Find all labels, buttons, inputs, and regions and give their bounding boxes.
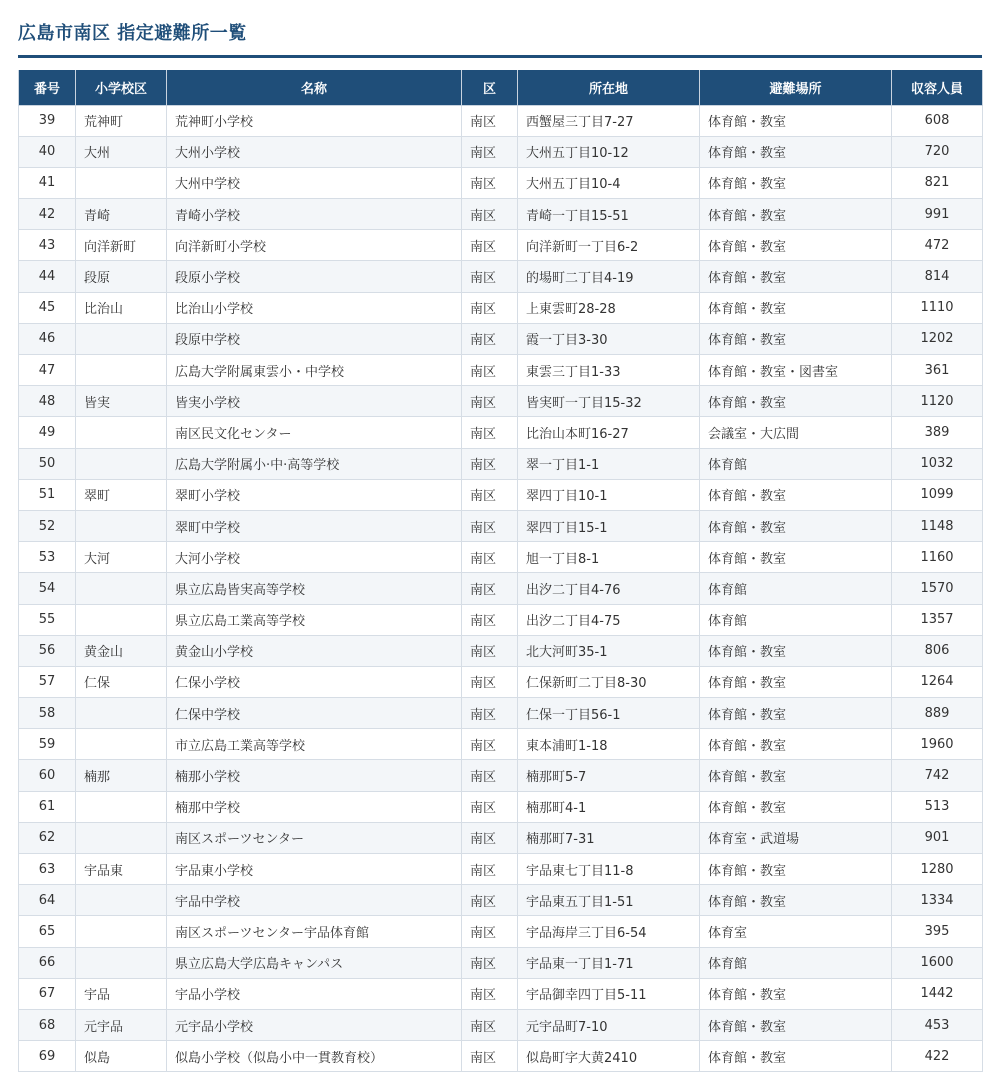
cell-col-ward: 南区 (462, 261, 518, 292)
cell-col-ward: 南区 (462, 323, 518, 354)
cell-col-capacity: 889 (892, 698, 983, 729)
cell-col-name: 楠那小学校 (167, 760, 462, 791)
cell-col-capacity: 806 (892, 635, 983, 666)
header-col-capacity: 収容人員 (892, 70, 983, 105)
cell-col-address: 北大河町35-1 (518, 635, 700, 666)
cell-col-number: 62 (19, 822, 76, 853)
cell-col-name: 広島大学附属小·中·高等学校 (167, 448, 462, 479)
cell-col-address: 東雲三丁目1-33 (518, 355, 700, 386)
cell-col-name: 仁保小学校 (167, 666, 462, 697)
cell-col-name: 翠町小学校 (167, 479, 462, 510)
header-col-shelter-area: 避難場所 (700, 70, 892, 105)
cell-col-shelter-area: 体育館・教室 (700, 105, 892, 136)
cell-col-number: 45 (19, 292, 76, 323)
table-row (19, 448, 983, 479)
header-col-school-district: 小学校区 (76, 70, 167, 105)
table-row (19, 167, 983, 198)
header-col-address: 所在地 (518, 70, 700, 105)
cell-col-capacity: 608 (892, 105, 983, 136)
table-row (19, 666, 983, 697)
cell-col-capacity: 1148 (892, 510, 983, 541)
cell-col-address: 向洋新町一丁目6-2 (518, 230, 700, 261)
cell-col-shelter-area: 体育館・教室 (700, 1041, 892, 1072)
cell-col-name: 楠那中学校 (167, 791, 462, 822)
cell-col-name: 市立広島工業高等学校 (167, 729, 462, 760)
cell-col-number: 50 (19, 448, 76, 479)
cell-col-number: 53 (19, 542, 76, 573)
cell-col-capacity: 814 (892, 261, 983, 292)
cell-col-shelter-area: 体育館・教室 (700, 760, 892, 791)
cell-col-school-district: 楠那 (76, 760, 167, 791)
table-row (19, 1009, 983, 1040)
cell-col-shelter-area: 体育館 (700, 448, 892, 479)
cell-col-ward: 南区 (462, 479, 518, 510)
table-row (19, 292, 983, 323)
cell-col-number: 68 (19, 1009, 76, 1040)
cell-col-address: 旭一丁目8-1 (518, 542, 700, 573)
cell-col-number: 41 (19, 167, 76, 198)
table-row (19, 386, 983, 417)
cell-col-capacity: 1442 (892, 978, 983, 1009)
cell-col-ward: 南区 (462, 136, 518, 167)
table-row (19, 323, 983, 354)
cell-col-school-district (76, 729, 167, 760)
cell-col-ward: 南区 (462, 854, 518, 885)
cell-col-shelter-area: 体育室・武道場 (700, 822, 892, 853)
cell-col-address: 宇品東五丁目1-51 (518, 885, 700, 916)
cell-col-number: 67 (19, 978, 76, 1009)
cell-col-school-district: 似島 (76, 1041, 167, 1072)
cell-col-school-district: 青崎 (76, 199, 167, 230)
cell-col-school-district (76, 916, 167, 947)
cell-col-shelter-area: 体育館・教室・図書室 (700, 355, 892, 386)
cell-col-shelter-area: 体育館・教室 (700, 978, 892, 1009)
cell-col-number: 63 (19, 854, 76, 885)
cell-col-name: 段原小学校 (167, 261, 462, 292)
cell-col-shelter-area: 体育館・教室 (700, 386, 892, 417)
cell-col-shelter-area: 体育室 (700, 916, 892, 947)
cell-col-ward: 南区 (462, 230, 518, 261)
cell-col-address: 大州五丁目10-4 (518, 167, 700, 198)
cell-col-number: 57 (19, 666, 76, 697)
cell-col-name: 荒神町小学校 (167, 105, 462, 136)
cell-col-capacity: 513 (892, 791, 983, 822)
cell-col-shelter-area: 体育館・教室 (700, 261, 892, 292)
cell-col-number: 58 (19, 698, 76, 729)
table-row (19, 729, 983, 760)
cell-col-number: 47 (19, 355, 76, 386)
cell-col-number: 64 (19, 885, 76, 916)
cell-col-school-district: 元宇品 (76, 1009, 167, 1040)
cell-col-shelter-area: 体育館・教室 (700, 854, 892, 885)
cell-col-name: 黄金山小学校 (167, 635, 462, 666)
cell-col-number: 55 (19, 604, 76, 635)
cell-col-name: 宇品小学校 (167, 978, 462, 1009)
cell-col-school-district: 向洋新町 (76, 230, 167, 261)
cell-col-address: 楠那町7-31 (518, 822, 700, 853)
cell-col-number: 46 (19, 323, 76, 354)
cell-col-capacity: 742 (892, 760, 983, 791)
cell-col-school-district (76, 822, 167, 853)
cell-col-school-district (76, 947, 167, 978)
cell-col-name: 宇品中学校 (167, 885, 462, 916)
table-row (19, 822, 983, 853)
cell-col-school-district (76, 604, 167, 635)
cell-col-school-district: 皆実 (76, 386, 167, 417)
cell-col-ward: 南区 (462, 199, 518, 230)
cell-col-name: 県立広島工業高等学校 (167, 604, 462, 635)
cell-col-shelter-area: 体育館・教室 (700, 136, 892, 167)
cell-col-number: 56 (19, 635, 76, 666)
table-row (19, 978, 983, 1009)
table-row (19, 199, 983, 230)
cell-col-ward: 南区 (462, 791, 518, 822)
cell-col-capacity: 361 (892, 355, 983, 386)
cell-col-school-district (76, 698, 167, 729)
cell-col-address: 翠四丁目10-1 (518, 479, 700, 510)
cell-col-school-district: 大州 (76, 136, 167, 167)
cell-col-ward: 南区 (462, 885, 518, 916)
table-row (19, 916, 983, 947)
title-divider (18, 55, 982, 58)
cell-col-number: 49 (19, 417, 76, 448)
cell-col-capacity: 1280 (892, 854, 983, 885)
cell-col-name: 南区民文化センター (167, 417, 462, 448)
cell-col-number: 60 (19, 760, 76, 791)
cell-col-school-district: 荒神町 (76, 105, 167, 136)
cell-col-capacity: 1357 (892, 604, 983, 635)
cell-col-address: 青崎一丁目15-51 (518, 199, 700, 230)
cell-col-address: 東本浦町1-18 (518, 729, 700, 760)
cell-col-school-district (76, 417, 167, 448)
cell-col-address: 宇品御幸四丁目5-11 (518, 978, 700, 1009)
cell-col-number: 42 (19, 199, 76, 230)
table-row (19, 542, 983, 573)
cell-col-capacity: 991 (892, 199, 983, 230)
table-row (19, 105, 983, 136)
cell-col-ward: 南区 (462, 167, 518, 198)
cell-col-shelter-area: 体育館・教室 (700, 791, 892, 822)
cell-col-shelter-area: 体育館・教室 (700, 729, 892, 760)
cell-col-number: 61 (19, 791, 76, 822)
table-header (19, 70, 983, 105)
cell-col-ward: 南区 (462, 386, 518, 417)
table-row (19, 479, 983, 510)
cell-col-ward: 南区 (462, 1009, 518, 1040)
cell-col-number: 39 (19, 105, 76, 136)
cell-col-capacity: 821 (892, 167, 983, 198)
cell-col-ward: 南区 (462, 729, 518, 760)
cell-col-name: 仁保中学校 (167, 698, 462, 729)
cell-col-ward: 南区 (462, 355, 518, 386)
cell-col-school-district (76, 510, 167, 541)
cell-col-school-district: 黄金山 (76, 635, 167, 666)
cell-col-shelter-area: 体育館・教室 (700, 635, 892, 666)
cell-col-address: 宇品東一丁目1-71 (518, 947, 700, 978)
cell-col-address: 大州五丁目10-12 (518, 136, 700, 167)
table-row (19, 136, 983, 167)
cell-col-ward: 南区 (462, 635, 518, 666)
cell-col-name: 南区スポーツセンター (167, 822, 462, 853)
cell-col-capacity: 1570 (892, 573, 983, 604)
cell-col-address: 似島町字大黄2410 (518, 1041, 700, 1072)
cell-col-name: 大河小学校 (167, 542, 462, 573)
cell-col-ward: 南区 (462, 698, 518, 729)
cell-col-address: 出汐二丁目4-75 (518, 604, 700, 635)
cell-col-school-district (76, 791, 167, 822)
cell-col-capacity: 1160 (892, 542, 983, 573)
cell-col-ward: 南区 (462, 542, 518, 573)
cell-col-ward: 南区 (462, 916, 518, 947)
cell-col-ward: 南区 (462, 448, 518, 479)
cell-col-ward: 南区 (462, 573, 518, 604)
table-row (19, 854, 983, 885)
cell-col-shelter-area: 体育館・教室 (700, 323, 892, 354)
cell-col-school-district (76, 448, 167, 479)
cell-col-school-district: 段原 (76, 261, 167, 292)
cell-col-address: 比治山本町16-27 (518, 417, 700, 448)
cell-col-school-district (76, 573, 167, 604)
table-body (19, 105, 983, 1072)
cell-col-school-district: 宇品東 (76, 854, 167, 885)
cell-col-ward: 南区 (462, 417, 518, 448)
table-row (19, 698, 983, 729)
cell-col-school-district (76, 355, 167, 386)
cell-col-capacity: 1264 (892, 666, 983, 697)
table-row (19, 760, 983, 791)
cell-col-shelter-area: 体育館 (700, 604, 892, 635)
cell-col-ward: 南区 (462, 978, 518, 1009)
cell-col-number: 54 (19, 573, 76, 604)
cell-col-shelter-area: 会議室・大広間 (700, 417, 892, 448)
table-row (19, 417, 983, 448)
cell-col-capacity: 720 (892, 136, 983, 167)
cell-col-number: 69 (19, 1041, 76, 1072)
cell-col-name: 大州中学校 (167, 167, 462, 198)
cell-col-capacity: 1120 (892, 386, 983, 417)
table-row (19, 1041, 983, 1072)
cell-col-number: 65 (19, 916, 76, 947)
cell-col-shelter-area: 体育館・教室 (700, 885, 892, 916)
cell-col-shelter-area: 体育館・教室 (700, 698, 892, 729)
cell-col-capacity: 1032 (892, 448, 983, 479)
cell-col-capacity: 1960 (892, 729, 983, 760)
cell-col-address: 楠那町4-1 (518, 791, 700, 822)
table-row (19, 947, 983, 978)
cell-col-number: 44 (19, 261, 76, 292)
cell-col-ward: 南区 (462, 947, 518, 978)
cell-col-shelter-area: 体育館・教室 (700, 167, 892, 198)
cell-col-capacity: 1334 (892, 885, 983, 916)
cell-col-address: 霞一丁目3-30 (518, 323, 700, 354)
cell-col-address: 翠一丁目1-1 (518, 448, 700, 479)
table-row (19, 635, 983, 666)
cell-col-ward: 南区 (462, 1041, 518, 1072)
cell-col-name: 県立広島大学広島キャンパス (167, 947, 462, 978)
cell-col-number: 48 (19, 386, 76, 417)
cell-col-name: 向洋新町小学校 (167, 230, 462, 261)
cell-col-number: 59 (19, 729, 76, 760)
cell-col-capacity: 389 (892, 417, 983, 448)
table-row (19, 885, 983, 916)
cell-col-school-district: 大河 (76, 542, 167, 573)
header-col-name: 名称 (167, 70, 462, 105)
cell-col-address: 宇品海岸三丁目6-54 (518, 916, 700, 947)
cell-col-name: 似島小学校（似島小中一貫教育校） (167, 1041, 462, 1072)
cell-col-school-district (76, 323, 167, 354)
cell-col-shelter-area: 体育館 (700, 573, 892, 604)
cell-col-ward: 南区 (462, 510, 518, 541)
cell-col-address: 元宇品町7-10 (518, 1009, 700, 1040)
cell-col-name: 元宇品小学校 (167, 1009, 462, 1040)
table-row (19, 604, 983, 635)
cell-col-shelter-area: 体育館・教室 (700, 230, 892, 261)
cell-col-capacity: 901 (892, 822, 983, 853)
cell-col-ward: 南区 (462, 760, 518, 791)
cell-col-name: 県立広島皆実高等学校 (167, 573, 462, 604)
cell-col-shelter-area: 体育館・教室 (700, 479, 892, 510)
header-col-number: 番号 (19, 70, 76, 105)
cell-col-ward: 南区 (462, 604, 518, 635)
cell-col-name: 皆実小学校 (167, 386, 462, 417)
cell-col-ward: 南区 (462, 292, 518, 323)
cell-col-name: 宇品東小学校 (167, 854, 462, 885)
cell-col-shelter-area: 体育館・教室 (700, 542, 892, 573)
cell-col-capacity: 1202 (892, 323, 983, 354)
shelter-table (18, 70, 983, 1072)
cell-col-name: 大州小学校 (167, 136, 462, 167)
table-row (19, 230, 983, 261)
cell-col-address: 翠四丁目15-1 (518, 510, 700, 541)
cell-col-school-district: 比治山 (76, 292, 167, 323)
page-title: 広島市南区 指定避難所一覧 (18, 23, 247, 44)
table-row (19, 355, 983, 386)
cell-col-address: 皆実町一丁目15-32 (518, 386, 700, 417)
cell-col-address: 仁保新町二丁目8-30 (518, 666, 700, 697)
cell-col-shelter-area: 体育館・教室 (700, 666, 892, 697)
cell-col-address: 的場町二丁目4-19 (518, 261, 700, 292)
cell-col-name: 比治山小学校 (167, 292, 462, 323)
cell-col-capacity: 422 (892, 1041, 983, 1072)
cell-col-number: 43 (19, 230, 76, 261)
table-row (19, 791, 983, 822)
cell-col-number: 51 (19, 479, 76, 510)
table-row (19, 261, 983, 292)
cell-col-capacity: 472 (892, 230, 983, 261)
cell-col-shelter-area: 体育館・教室 (700, 199, 892, 230)
cell-col-number: 66 (19, 947, 76, 978)
cell-col-name: 広島大学附属東雲小・中学校 (167, 355, 462, 386)
cell-col-number: 40 (19, 136, 76, 167)
cell-col-address: 上東雲町28-28 (518, 292, 700, 323)
header-col-ward: 区 (462, 70, 518, 105)
cell-col-address: 出汐二丁目4-76 (518, 573, 700, 604)
cell-col-school-district (76, 885, 167, 916)
cell-col-name: 段原中学校 (167, 323, 462, 354)
cell-col-name: 青崎小学校 (167, 199, 462, 230)
cell-col-capacity: 1600 (892, 947, 983, 978)
cell-col-name: 南区スポーツセンター宇品体育館 (167, 916, 462, 947)
cell-col-ward: 南区 (462, 666, 518, 697)
cell-col-shelter-area: 体育館・教室 (700, 1009, 892, 1040)
cell-col-shelter-area: 体育館・教室 (700, 292, 892, 323)
cell-col-school-district: 翠町 (76, 479, 167, 510)
cell-col-capacity: 395 (892, 916, 983, 947)
table-row (19, 510, 983, 541)
table-row (19, 573, 983, 604)
cell-col-school-district (76, 167, 167, 198)
cell-col-capacity: 1099 (892, 479, 983, 510)
cell-col-ward: 南区 (462, 822, 518, 853)
cell-col-number: 52 (19, 510, 76, 541)
cell-col-ward: 南区 (462, 105, 518, 136)
cell-col-school-district: 宇品 (76, 978, 167, 1009)
table-header-row (19, 70, 983, 105)
cell-col-capacity: 453 (892, 1009, 983, 1040)
cell-col-capacity: 1110 (892, 292, 983, 323)
cell-col-school-district: 仁保 (76, 666, 167, 697)
cell-col-address: 楠那町5-7 (518, 760, 700, 791)
cell-col-address: 仁保一丁目56-1 (518, 698, 700, 729)
cell-col-address: 西蟹屋三丁目7-27 (518, 105, 700, 136)
cell-col-name: 翠町中学校 (167, 510, 462, 541)
cell-col-shelter-area: 体育館 (700, 947, 892, 978)
cell-col-shelter-area: 体育館・教室 (700, 510, 892, 541)
cell-col-address: 宇品東七丁目11-8 (518, 854, 700, 885)
